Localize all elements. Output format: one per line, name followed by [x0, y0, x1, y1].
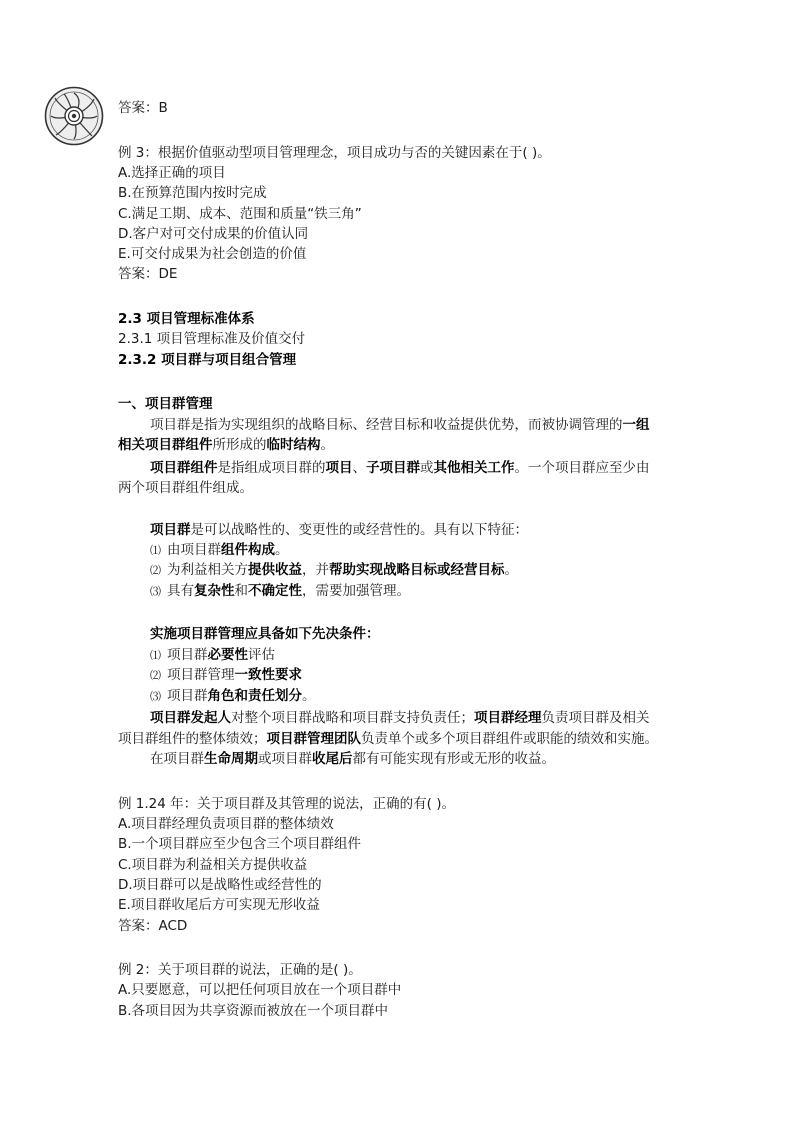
option-e: E.可交付成果为社会创造的价值	[118, 246, 307, 262]
answer-text: 答案：ACD	[118, 918, 188, 934]
option-d: D.项目群可以是战略性或经营性的	[118, 877, 322, 893]
option-d: D.客户对可交付成果的价值认同	[118, 226, 309, 242]
option-b: B.一个项目群应至少包含三个项目群组件	[118, 836, 362, 852]
list-item: ⑴ 由项目群组件构成。	[150, 542, 289, 558]
section-heading: 2.3 项目管理标准体系	[118, 311, 255, 327]
subsection-heading: 2.3.1 项目管理标准及价值交付	[118, 331, 306, 347]
paragraph-line: 实施项目群管理应具备如下先决条件：	[150, 626, 380, 642]
paragraph-line: 项目群是指为实现组织的战略目标、经营目标和收益提供优势，而被协调管理的一组	[150, 417, 650, 433]
option-a: A.只要愿意，可以把任何项目放在一个项目群中	[118, 982, 402, 998]
list-item: ⑶ 项目群角色和责任划分。	[150, 688, 316, 704]
subsection-heading: 2.3.2 项目群与项目组合管理	[118, 352, 297, 368]
answer-text: 答案：DE	[118, 266, 178, 282]
option-c: C.项目群为利益相关方提供收益	[118, 857, 308, 873]
paragraph-line: 在项目群生命周期或项目群收尾后都有可能实现有形或无形的收益。	[150, 751, 555, 767]
question-text: 例 3：根据价值驱动型项目管理理念，项目成功与否的关键因素在于( )。	[118, 145, 551, 161]
paragraph-line: 项目群是可以战略性的、变更性的或经营性的。具有以下特征：	[150, 522, 528, 538]
paragraph-line: 相关项目群组件所形成的临时结构。	[118, 437, 334, 453]
part-heading: 一、项目群管理	[118, 396, 213, 412]
option-b: B.各项目因为共享资源而被放在一个项目群中	[118, 1003, 389, 1019]
list-item: ⑵ 项目群管理一致性要求	[150, 667, 302, 683]
question-text: 例 1.24 年：关于项目群及其管理的说法，正确的有( )。	[118, 796, 455, 812]
option-c: C.满足工期、成本、范围和质量“铁三角”	[118, 206, 362, 222]
paragraph-line: 项目群发起人对整个项目群战略和项目群支持负责任；项目群经理负责项目群及相关	[150, 710, 650, 726]
list-item: ⑴ 项目群必要性评估	[150, 647, 275, 663]
option-a: A.项目群经理负责项目群的整体绩效	[118, 816, 334, 832]
answer-text: 答案：B	[118, 100, 168, 116]
option-e: E.项目群收尾后方可实现无形收益	[118, 897, 320, 913]
paragraph-line: 项目群组件的整体绩效；项目群管理团队负责单个或多个项目群组件或职能的绩效和实施。	[118, 731, 658, 747]
question-text: 例 2：关于项目群的说法，正确的是( )。	[118, 962, 362, 978]
list-item: ⑶ 具有复杂性和不确定性，需要加强管理。	[150, 583, 410, 599]
option-b: B.在预算范围内按时完成	[118, 185, 267, 201]
paragraph-line: 项目群组件是指组成项目群的项目、子项目群或其他相关工作。一个项目群应至少由	[150, 460, 650, 476]
paragraph-line: 两个项目群组件组成。	[118, 480, 253, 496]
swirl-emblem-icon	[44, 86, 104, 146]
option-a: A.选择正确的项目	[118, 165, 226, 181]
list-item: ⑵ 为利益相关方提供收益，并帮助实现战略目标或经营目标。	[150, 562, 518, 578]
